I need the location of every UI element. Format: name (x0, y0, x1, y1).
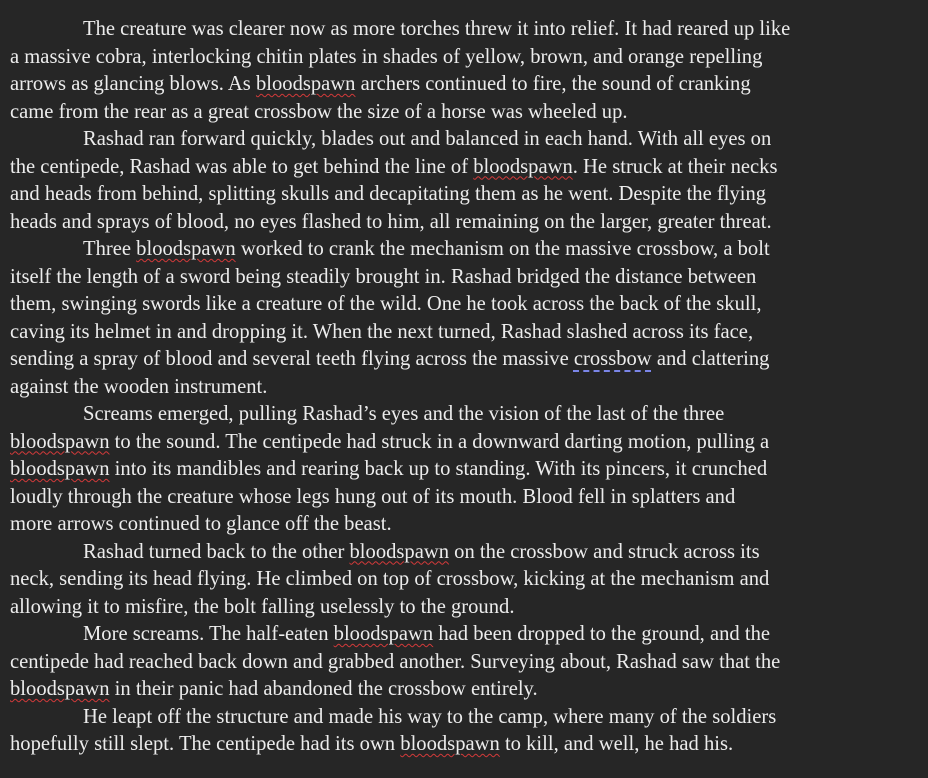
text-line (10, 154, 922, 182)
text-run: against the wooden instrument. (10, 375, 268, 398)
text-run: caving its helmet in and dropping it. When the next turned, Rashad slashed across its face, (10, 320, 754, 343)
text-run: on the crossbow and struck across its (449, 540, 760, 563)
text-line (10, 511, 922, 539)
text-line (10, 181, 922, 209)
misspelled-word[interactable]: bloodspawn (10, 678, 110, 700)
text-line (10, 456, 922, 484)
text-run: the centipede, Rashad was able to get behind the line of (10, 155, 474, 178)
text-line (10, 649, 922, 677)
text-run: them, swinging swords like a creature of the wild. One he took across the back of the skull, (10, 293, 762, 315)
text-run: worked to crank the mechanism on the massive crossbow, a bolt (235, 238, 770, 260)
text-line (10, 676, 922, 704)
text-run: Three (83, 238, 137, 260)
text-run: archers continued to fire, the sound of cranking (355, 73, 751, 95)
text-run: hopefully still slept. The centipede had its own (10, 733, 401, 755)
text-line (10, 539, 922, 567)
text-run: Rashad ran forward quickly, blades out and balanced in each hand. With all eyes on (83, 128, 772, 150)
misspelled-word[interactable]: bloodspawn (255, 73, 356, 95)
text-run: a massive cobra, interlocking chitin plates in shades of yellow, brown, and orange repelling (10, 45, 763, 68)
text-run: sending a spray of blood and several teeth flying across the massive (10, 348, 574, 370)
text-line (10, 566, 922, 594)
text-line (10, 319, 922, 347)
misspelled-word[interactable]: bloodspawn (400, 733, 500, 755)
text-run: heads and sprays of blood, no eyes flashed to him, all remaining on the larger, greater threat. (10, 210, 772, 233)
text-run: He leapt off the structure and made his way to the camp, where many of the soldiers (83, 705, 777, 728)
text-run: allowing it to misfire, the bolt falling uselessly to the ground. (10, 595, 515, 618)
text-run: neck, sending its head flying. He climbed on top of crossbow, kicking at the mechanism and (10, 568, 770, 590)
text-line (10, 291, 922, 319)
text-run: The creature was clearer now as more torches threw it into relief. It had reared up like (83, 18, 791, 40)
text-run: in their panic had abandoned the crossbow entirely. (109, 678, 538, 700)
misspelled-word[interactable]: bloodspawn (136, 238, 236, 260)
misspelled-word[interactable]: bloodspawn (349, 540, 450, 563)
text-line (10, 44, 922, 72)
text-run: into its mandibles and rearing back up to standing. With its pincers, it crunched (109, 458, 768, 480)
text-run: More screams. The half-eaten (83, 623, 334, 645)
misspelled-word[interactable]: bloodspawn (333, 623, 434, 645)
text-run: came from the rear as a great crossbow the size of a horse was wheeled up. (10, 100, 628, 123)
text-run: and heads from behind, splitting skulls and decapitating them as he went. Despite the flying (10, 183, 767, 205)
text-line (10, 236, 922, 264)
text-line (10, 264, 922, 292)
document-body[interactable] (10, 16, 922, 759)
text-line (10, 731, 922, 759)
text-run: Screams emerged, pulling Rashad’s eyes and the vision of the last of the three (83, 403, 725, 425)
misspelled-word[interactable]: bloodspawn (10, 458, 110, 480)
grammar-flagged-word[interactable]: crossbow (573, 348, 652, 370)
text-line (10, 429, 922, 457)
text-line (10, 704, 922, 732)
text-line (10, 621, 922, 649)
text-line (10, 484, 922, 512)
text-run: arrows as glancing blows. As (10, 73, 256, 95)
text-run: Rashad turned back to the other (83, 540, 350, 563)
text-line (10, 374, 922, 402)
text-run: to the sound. The centipede had struck in a downward darting motion, pulling a (109, 430, 770, 453)
text-run: had been dropped to the ground, and the (433, 623, 771, 645)
text-line (10, 71, 922, 99)
text-run: more arrows continued to glance off the beast. (10, 513, 392, 535)
text-run: centipede had reached back down and grabbed another. Surveying about, Rashad saw that the (10, 650, 781, 673)
text-line (10, 16, 922, 44)
text-run: and clattering (651, 348, 770, 370)
misspelled-word[interactable]: bloodspawn (10, 430, 110, 453)
text-line (10, 209, 922, 237)
text-run: itself the length of a sword being steadily brought in. Rashad bridged the distance between (10, 265, 757, 288)
text-line (10, 594, 922, 622)
text-run: to kill, and well, he had his. (499, 733, 734, 755)
misspelled-word[interactable]: bloodspawn (473, 155, 573, 178)
text-line (10, 126, 922, 154)
text-line (10, 401, 922, 429)
text-run: loudly through the creature whose legs hung out of its mouth. Blood fell in splatters and (10, 485, 736, 508)
text-line (10, 346, 922, 374)
text-run: . He struck at their necks (572, 155, 778, 178)
text-line (10, 99, 922, 127)
